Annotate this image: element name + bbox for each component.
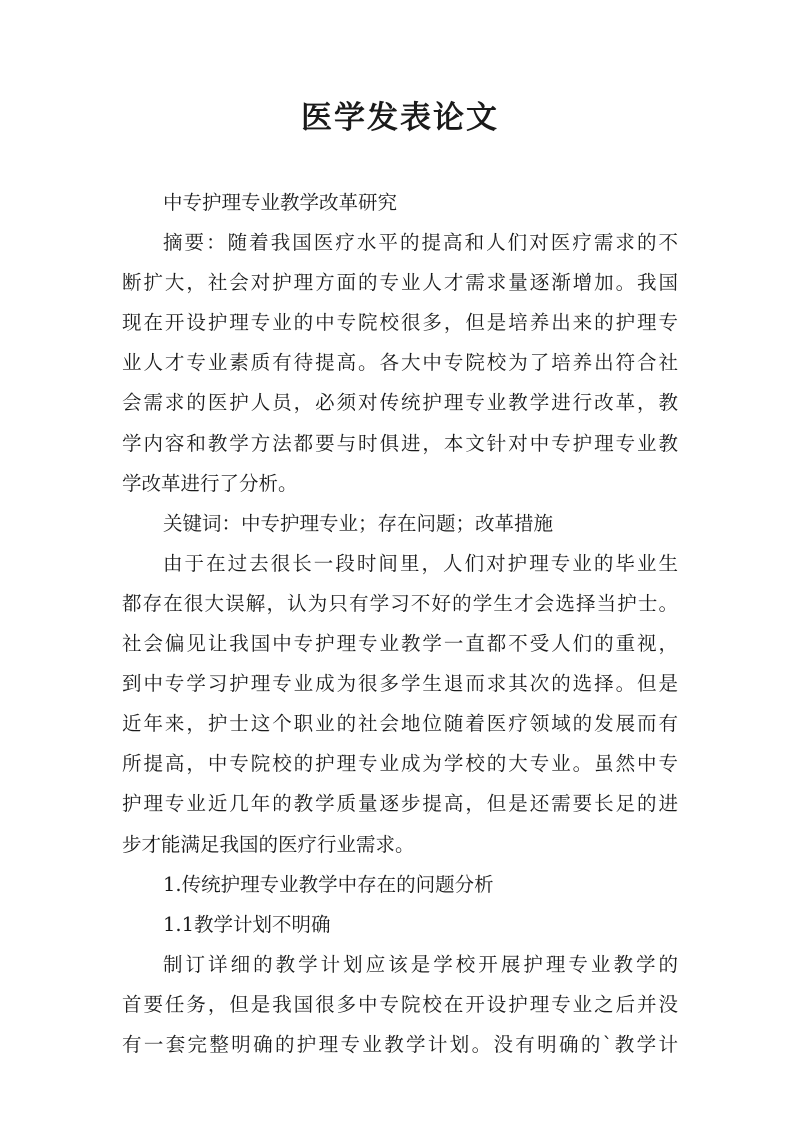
- abstract-line: 业人才专业素质有待提高。各大中专院校为了培养出符合社: [122, 351, 678, 375]
- abstract-line: 会需求的医护人员，必须对传统护理专业教学进行改革，教: [122, 391, 678, 415]
- abstract-line: 现在开设护理专业的中专院校很多，但是培养出来的护理专: [122, 311, 678, 335]
- paragraph-line: 首要任务，但是我国很多中专院校在开设护理专业之后并没: [122, 992, 678, 1016]
- abstract-line: 学内容和教学方法都要与时俱进，本文针对中专护理专业教: [122, 431, 678, 455]
- abstract-line: 摘要：随着我国医疗水平的提高和人们对医疗需求的不: [163, 231, 678, 255]
- paragraph-line: 所提高，中专院校的护理专业成为学校的大专业。虽然中专: [122, 752, 678, 776]
- document-body: [122, 183, 678, 1065]
- section-heading: 1.传统护理专业教学中存在的问题分析: [163, 872, 494, 896]
- abstract-line: 学改革进行了分析。: [122, 471, 298, 495]
- subsection-heading: 1.1教学计划不明确: [163, 912, 331, 936]
- document-title: 医学发表论文: [301, 100, 499, 136]
- paragraph-line: 社会偏见让我国中专护理专业教学一直都不受人们的重视，: [122, 632, 678, 656]
- paragraph-line: 制订详细的教学计划应该是学校开展护理专业教学的: [163, 952, 678, 976]
- paragraph-line: 到中专学习护理专业成为很多学生退而求其次的选择。但是: [122, 672, 678, 696]
- paragraph-line: 步才能满足我国的医疗行业需求。: [122, 832, 415, 856]
- paragraph-line: 近年来，护士这个职业的社会地位随着医疗领域的发展而有: [122, 712, 678, 736]
- paragraph-line: 护理专业近几年的教学质量逐步提高，但是还需要长足的进: [122, 792, 678, 816]
- keywords-line: 关键词：中专护理专业；存在问题；改革措施: [163, 511, 554, 535]
- article-subtitle: 中专护理专业教学改革研究: [163, 191, 398, 214]
- paragraph-line: 由于在过去很长一段时间里，人们对护理专业的毕业生: [163, 551, 678, 575]
- paragraph-line: 都存在很大误解，认为只有学习不好的学生才会选择当护士。: [122, 591, 678, 615]
- paragraph-line: 有一套完整明确的护理专业教学计划。没有明确的`教学计: [122, 1032, 678, 1056]
- abstract-line: 断扩大，社会对护理方面的专业人才需求量逐渐增加。我国: [122, 271, 678, 295]
